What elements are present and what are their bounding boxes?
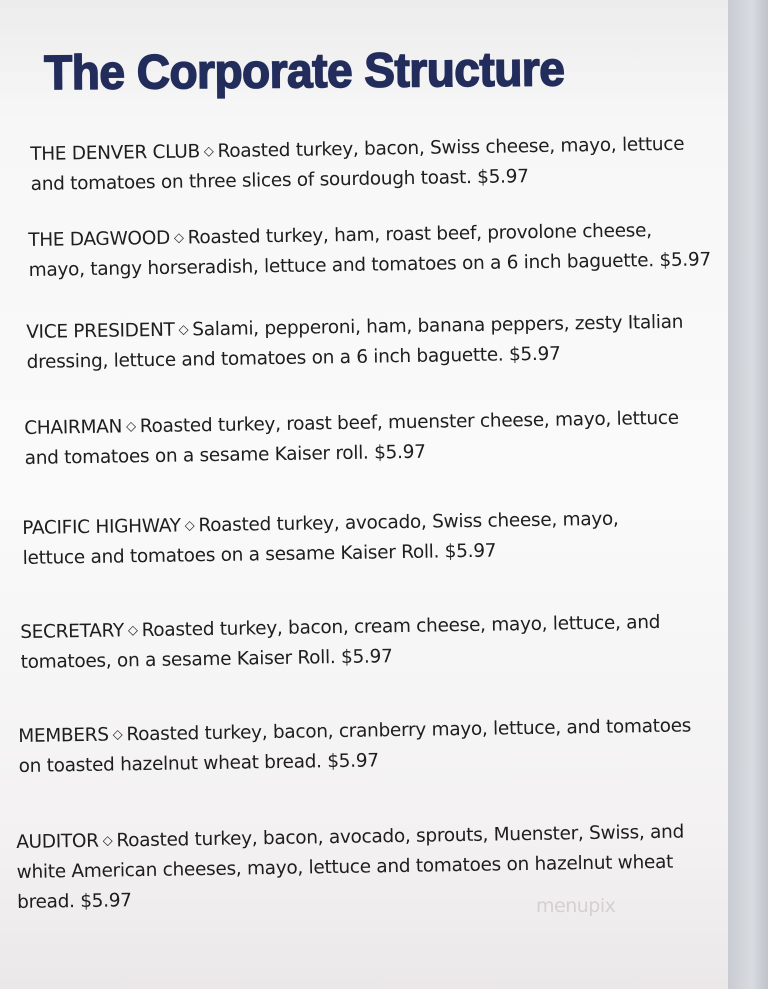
menu-item — [18, 711, 692, 782]
menu-item-description: Roasted turkey, bacon, Swiss cheese, mayo, lettuce — [217, 133, 685, 163]
menu-item-name: THE DENVER CLUB — [30, 141, 201, 165]
menu-item-description: on toasted hazelnut wheat bread. $5.97 — [18, 750, 379, 777]
menu-item-description: Roasted turkey, avocado, Swiss cheese, mayo, — [198, 508, 619, 537]
menu-item-description: Roasted turkey, roast beef, muenster cheese, mayo, lettuce — [139, 407, 679, 438]
menu-item-name: MEMBERS — [18, 724, 109, 747]
menu-item-description: tomatoes, on a sesame Kaiser Roll. $5.97 — [20, 646, 393, 673]
diamond-separator-icon: ◇ — [125, 419, 136, 435]
menu-item-description: dressing, lettuce and tomatoes on a 6 inch baguette. $5.97 — [26, 343, 561, 373]
menu-item-description: bread. $5.97 — [17, 890, 132, 913]
menu-item-description: mayo, tangy horseradish, lettuce and tomatoes on a 6 inch baguette. $5.97 — [28, 249, 712, 281]
menu-item-description: and tomatoes on a sesame Kaiser roll. $5.97 — [24, 441, 426, 469]
menu-item-name: SECRETARY — [20, 620, 125, 643]
menu-item-description: lettuce and tomatoes on a sesame Kaiser Roll. $5.97 — [22, 540, 497, 569]
menu-item-name: VICE PRESIDENT — [26, 319, 175, 343]
diamond-separator-icon: ◇ — [127, 623, 138, 639]
menu-item-description: and tomatoes on three slices of sourdough toast. $5.97 — [30, 166, 529, 195]
wall-edge — [728, 0, 768, 989]
diamond-separator-icon: ◇ — [173, 230, 184, 246]
diamond-separator-icon: ◇ — [178, 322, 189, 338]
menu-item-name: CHAIRMAN — [24, 416, 123, 439]
menu-item-name: AUDITOR — [16, 830, 99, 853]
menu-item — [22, 505, 619, 574]
diamond-separator-icon: ◇ — [184, 518, 195, 534]
menu-item — [26, 308, 684, 378]
menu-item-description: Roasted turkey, ham, roast beef, provolone cheese, — [187, 220, 652, 249]
watermark: menupix — [536, 895, 616, 917]
menu-title: The Corporate Structure — [44, 41, 565, 100]
menu-item-description: Roasted turkey, bacon, avocado, sprouts, Muenster, Swiss, and — [116, 821, 685, 852]
menu-item — [30, 130, 685, 200]
diamond-separator-icon: ◇ — [102, 833, 113, 849]
menu-item — [20, 608, 661, 678]
menu-item-name: PACIFIC HIGHWAY — [22, 515, 181, 539]
menu-item-description: white American cheeses, mayo, lettuce and tomatoes on hazelnut wheat — [16, 851, 674, 883]
menu-item-description: Roasted turkey, bacon, cream cheese, mayo, lettuce, and — [141, 611, 661, 642]
diamond-separator-icon: ◇ — [112, 727, 123, 743]
menu-item — [24, 404, 680, 474]
diamond-separator-icon: ◇ — [203, 144, 214, 160]
menu-item-description: Roasted turkey, bacon, cranberry mayo, lettuce, and tomatoes — [126, 715, 692, 746]
menu-item-name: THE DAGWOOD — [28, 227, 171, 251]
menu-item — [28, 215, 711, 286]
menu-item-description: Salami, pepperoni, ham, banana peppers, zesty Italian — [192, 311, 684, 341]
